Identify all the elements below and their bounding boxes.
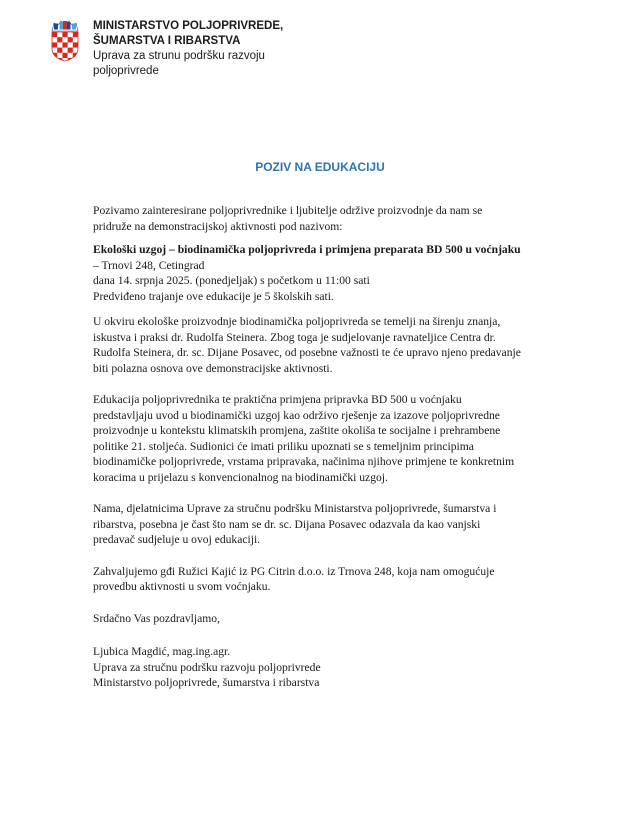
signature-name: Ljubica Magdić, mag.ing.agr.	[93, 645, 231, 658]
document-title: POZIV NA EDUKACIJU	[255, 160, 385, 174]
department-line2: poljoprivrede	[93, 65, 159, 77]
signature-block	[93, 644, 563, 691]
ministry-name-line1: MINISTARSTVO POLJOPRIVREDE,	[93, 20, 284, 32]
document-body	[93, 203, 563, 707]
ministry-name-line2: ŠUMARSTVA I RIBARSTVA	[93, 35, 241, 47]
paragraph-line: Zahvaljujemo gđi Ružici Kajić iz PG Citrin d.o.o. iz Trnova 248, koja nam omogućuje	[93, 564, 495, 578]
paragraph-line: provedbu aktivnosti u svom voćnjaku.	[93, 580, 271, 593]
paragraph-line: Edukacija poljoprivrednika te praktična primjena pripravka BD 500 u voćnjaku	[93, 393, 462, 406]
paragraph-line: koracima u prijelazu s konvencionalnog na biodinamički uzgoj.	[93, 470, 388, 484]
event-details	[93, 242, 563, 304]
event-date: dana 14. srpnja 2025. (ponedjeljak) s početkom u 11:00 sati	[93, 274, 370, 287]
paragraph-honor	[93, 501, 563, 548]
paragraph-line: U okviru ekološke proizvodnje biodinamička poljoprivreda se temelji na širenju znanja,	[93, 315, 501, 328]
event-duration: Predviđeno trajanje ove edukacije je 5 školskih sati.	[93, 289, 334, 303]
ministry-header	[93, 19, 283, 79]
department-line1: Uprava za strunu podršku razvoju	[93, 50, 265, 62]
paragraph-line: predstavljaju uvod u biodinamički uzgoj kao održivo rješenje za izazove poljoprivredne	[93, 408, 500, 422]
intro-paragraph	[93, 203, 563, 234]
paragraph-steiner	[93, 314, 563, 376]
intro-line: pridruže na demonstracijskoj aktivnosti pod nazivom:	[93, 219, 343, 233]
coat-crown	[52, 21, 78, 31]
paragraph-line: Nama, djelatnicima Uprave za stručnu podršku Ministarstva poljoprivrede, šumarstva i	[93, 502, 497, 515]
coat-checkerboard	[52, 32, 78, 62]
paragraph-line: iskustva i praksi dr. Rudolfa Steinera. Zbog toga je sudjelovanje ravnateljice Centra dr.	[93, 330, 496, 344]
paragraph-line: ribarstva, posebna je čast što nam se dr. sc. Dijana Posavec odazvala da kao vanjski	[93, 517, 481, 531]
paragraph-line: predavač sudjeluje u ovoj edukaciji.	[93, 533, 261, 546]
signature-ministry: Ministarstvo poljoprivrede, šumarstva i ribarstva	[93, 676, 320, 689]
paragraph-line: biodinamičke poljoprivrede, vrstama pripravaka, načinima njihove primjene te konkretnim	[93, 455, 515, 468]
intro-line: Pozivamo zainteresirane poljoprivrednike i ljubitelje održive proizvodnje da nam se	[93, 204, 483, 217]
greeting: Srdačno Vas pozdravljamo,	[93, 611, 220, 625]
coat-of-arms-icon	[51, 20, 79, 62]
event-title: Ekološki uzgoj – biodinamička poljoprivreda i primjena preparata BD 500 u voćnjaku	[93, 243, 521, 256]
paragraph-thanks	[93, 564, 563, 595]
paragraph-line: Rudolfa Steinera, dr. sc. Dijane Posavec, od posebne važnosti te će upravo njeno predavanje	[93, 346, 521, 359]
paragraph-line: politike 21. stoljeća. Sudionici će imati priliku upoznati se s temeljnim principima	[93, 439, 474, 453]
paragraph-line: proizvodnje u kontekstu klimatskih promjena, zaštite okoliša te socijalne i prehrambene	[93, 424, 501, 437]
signature-unit: Uprava za stručnu podršku razvoju poljoprivrede	[93, 660, 321, 674]
paragraph-line: biti polazna osnova ove demonstracijske aktivnosti.	[93, 361, 333, 375]
event-location: – Trnovi 248, Cetingrad	[93, 258, 205, 272]
paragraph-education	[93, 392, 563, 485]
